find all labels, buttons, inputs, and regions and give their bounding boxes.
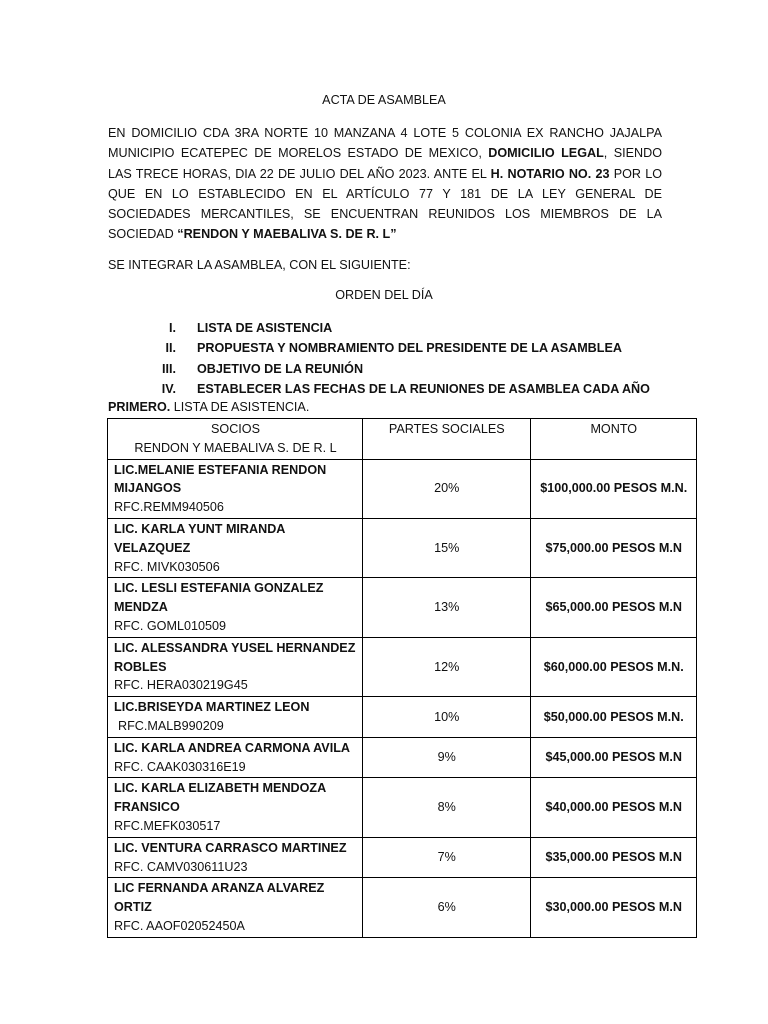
socio-rfc: RFC. GOML010509 (114, 618, 226, 633)
partes-cell: 12% (363, 637, 531, 696)
primero-line (108, 400, 309, 414)
socio-name: LIC. KARLA ANDREA CARMONA AVILA (114, 740, 350, 755)
partes-cell: 13% (363, 578, 531, 637)
socio-cell (108, 578, 363, 637)
integrar-line: SE INTEGRAR LA ASAMBLEA, CON EL SIGUIENTE: (108, 258, 411, 272)
orden-item-number: I. (169, 321, 176, 335)
partes-cell: 9% (363, 737, 531, 778)
partes-cell: 6% (363, 878, 531, 937)
socio-rfc: RFC. AAOF02052450A (114, 918, 245, 933)
intro-bold-domicilio: DOMICILIO LEGAL (488, 146, 604, 161)
table-row (108, 459, 697, 518)
socio-cell (108, 697, 363, 738)
socio-cell (108, 637, 363, 696)
orden-item (140, 338, 650, 358)
socio-name: LIC. ALESSANDRA YUSEL HERNANDEZ ROBLES (114, 640, 356, 674)
monto-cell: $45,000.00 PESOS M.N (530, 737, 696, 778)
intro-text-3: POR LO QUE EN LO ESTABLECIDO EN EL ARTÍCULO 77 Y 181 DE LA LEY GENERAL DE SOCIEDADES MERCANTILES, SE ENCUENTRAN REUNIDOS LOS MIEMBROS DE LA SOCIEDAD (108, 166, 663, 242)
partes-cell: 7% (363, 837, 531, 878)
socio-name: LIC. KARLA ELIZABETH MENDOZA FRANSICO (114, 781, 326, 815)
partes-cell: 20% (363, 459, 531, 518)
orden-item-number: IV. (161, 381, 176, 396)
orden-item (140, 359, 650, 379)
orden-list (140, 318, 650, 399)
socio-cell (108, 878, 363, 937)
intro-bold-sociedad: “RENDON Y MAEBALIVA S. DE R. L” (177, 227, 397, 242)
partes-cell: 10% (363, 697, 531, 738)
socio-name: LIC. VENTURA CARRASCO MARTINEZ (114, 840, 347, 855)
header-socios-label: SOCIOS (211, 422, 260, 436)
table-row (108, 578, 697, 637)
socio-cell (108, 837, 363, 878)
table-row (108, 837, 697, 878)
partes-cell: 8% (363, 778, 531, 837)
document-title: ACTA DE ASAMBLEA (322, 93, 446, 107)
socio-name: LIC FERNANDA ARANZA ALVAREZ ORTIZ (114, 881, 325, 915)
socio-name: LIC. LESLI ESTEFANIA GONZALEZ MENDZA (114, 581, 324, 615)
socio-rfc: RFC.REMM940506 (114, 500, 224, 515)
socio-rfc: RFC. HERA030219G45 (114, 678, 248, 693)
table-row (108, 518, 697, 577)
orden-item (140, 318, 650, 338)
table-row (108, 637, 697, 696)
monto-cell: $35,000.00 PESOS M.N (530, 837, 696, 878)
socio-cell (108, 778, 363, 837)
primero-text: LISTA DE ASISTENCIA. (170, 400, 310, 414)
header-socios-sub: RENDON Y MAEBALIVA S. DE R. L (134, 440, 337, 455)
monto-cell: $50,000.00 PESOS M.N. (530, 697, 696, 738)
socio-cell (108, 518, 363, 577)
header-partes-sociales: PARTES SOCIALES (363, 419, 531, 460)
socio-rfc: RFC. CAAK030316E19 (114, 759, 246, 774)
orden-item (140, 379, 650, 399)
monto-cell: $60,000.00 PESOS M.N. (530, 637, 696, 696)
intro-paragraph (108, 123, 662, 245)
orden-item-text: PROPUESTA Y NOMBRAMIENTO DEL PRESIDENTE DE LA ASAMBLEA (197, 341, 622, 356)
orden-del-dia-title: ORDEN DEL DÍA (335, 288, 433, 302)
socio-name: LIC. KARLA YUNT MIRANDA VELAZQUEZ (114, 521, 285, 555)
intro-bold-notario: H. NOTARIO NO. 23 (490, 166, 610, 181)
socios-table (107, 418, 697, 938)
orden-item-text: LISTA DE ASISTENCIA (197, 321, 333, 335)
header-socios (108, 419, 363, 460)
partes-cell: 15% (363, 518, 531, 577)
monto-cell: $65,000.00 PESOS M.N (530, 578, 696, 637)
orden-item-text: OBJETIVO DE LA REUNIÓN (197, 361, 364, 376)
table-row (108, 878, 697, 937)
intro-text-2: , SIENDO LAS TRECE HORAS, DIA 22 DE JULIO DEL AÑO 2023. ANTE EL (108, 146, 662, 181)
socio-name: LIC.MELANIE ESTEFANIA RENDON MIJANGOS (114, 462, 327, 496)
socio-cell (108, 737, 363, 778)
socio-rfc: RFC.MALB990209 (118, 718, 224, 733)
socio-rfc: RFC. CAMV030611U23 (114, 859, 248, 874)
table-header-row (108, 419, 697, 460)
primero-label: PRIMERO. (108, 400, 171, 414)
socio-cell (108, 459, 363, 518)
intro-text-1: EN DOMICILIO CDA 3RA NORTE 10 MANZANA 4 LOTE 5 COLONIA EX RANCHO JAJALPA MUNICIPIO ECATEPEC DE MORELOS ESTADO DE MEXICO, (108, 126, 662, 161)
monto-cell: $40,000.00 PESOS M.N (530, 778, 696, 837)
header-monto: MONTO (530, 419, 696, 460)
socio-rfc: RFC.MEFK030517 (114, 818, 221, 833)
table-row (108, 778, 697, 837)
orden-item-text: ESTABLECER LAS FECHAS DE LA REUNIONES DE ASAMBLEA CADA AÑO (197, 381, 650, 396)
monto-cell: $75,000.00 PESOS M.N (530, 518, 696, 577)
socio-name: LIC.BRISEYDA MARTINEZ LEON (114, 700, 310, 715)
socio-rfc: RFC. MIVK030506 (114, 559, 220, 574)
orden-item-number: III. (162, 361, 176, 376)
orden-item-number: II. (165, 341, 176, 356)
table-row (108, 697, 697, 738)
table-row (108, 737, 697, 778)
monto-cell: $100,000.00 PESOS M.N. (530, 459, 696, 518)
monto-cell: $30,000.00 PESOS M.N (530, 878, 696, 937)
